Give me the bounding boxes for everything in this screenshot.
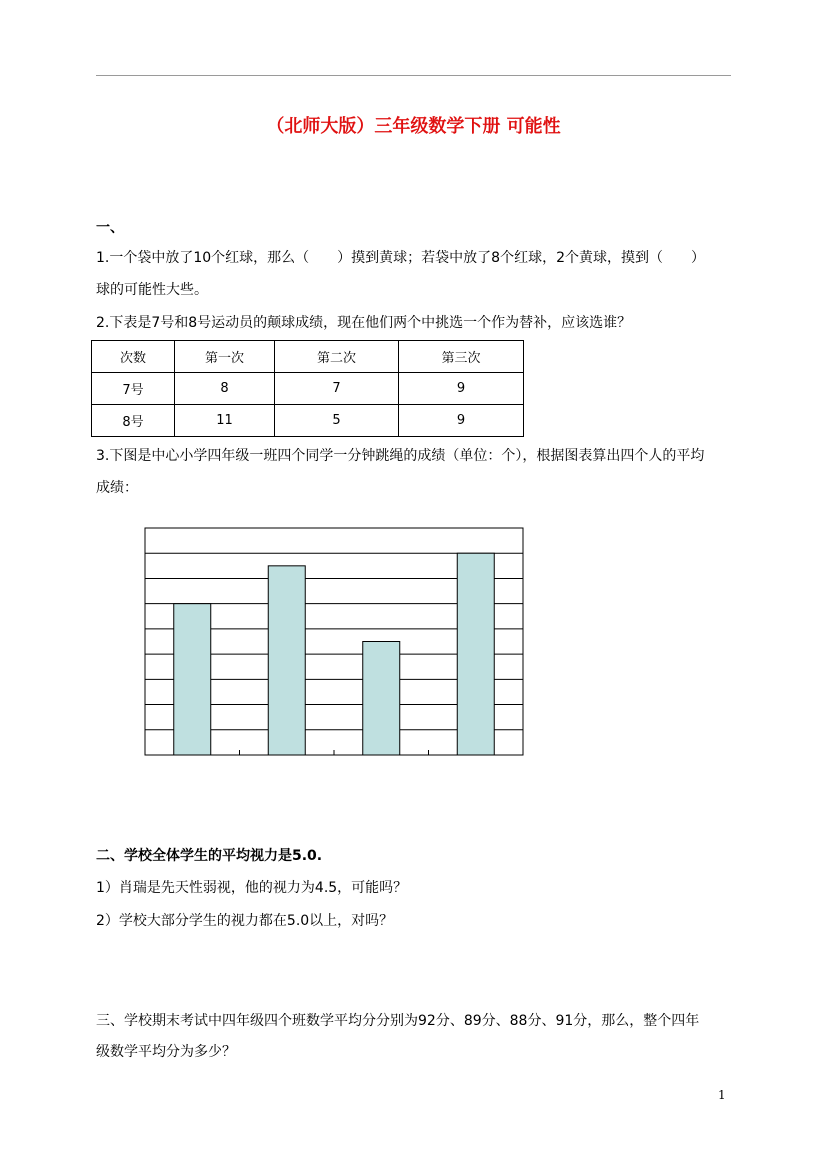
- question1-line1: 1.一个袋中放了10个红球，那么（ ）摸到黄球；若袋中放了8个红球，2个黄球，摸到（ ）: [96, 250, 705, 266]
- section1-heading: 一、: [96, 220, 124, 236]
- bar: [457, 553, 494, 755]
- section3-line2: 级数学平均分为多少？: [96, 1044, 236, 1060]
- section2-heading: 二、学校全体学生的平均视力是5.0.: [96, 848, 323, 864]
- table-cell: 8: [175, 373, 275, 405]
- table-cell: 7号: [92, 373, 175, 405]
- table-header-cell: 第二次: [275, 341, 399, 373]
- page-number: 1: [718, 1088, 726, 1102]
- page-title: （北师大版）三年级数学下册 可能性: [266, 116, 561, 137]
- section3-line1: 三、学校期末考试中四年级四个班数学平均分分别为92分、89分、88分、91分，那么，整个四年: [96, 1013, 700, 1029]
- table-cell: 5: [275, 405, 399, 437]
- table-cell: 8号: [92, 405, 175, 437]
- table-cell: 7: [275, 373, 399, 405]
- bar: [363, 642, 400, 756]
- bar: [174, 604, 211, 755]
- table-cell: 9: [399, 373, 524, 405]
- section2-question2: 2）学校大部分学生的视力都在5.0以上，对吗？: [96, 913, 394, 929]
- question3-line2: 成绩：: [96, 480, 138, 496]
- table-header-cell: 第三次: [399, 341, 524, 373]
- question1-line2: 球的可能性大些。: [96, 282, 208, 298]
- question2-text: 2.下表是7号和8号运动员的颠球成绩，现在他们两个中挑选一个作为替补，应该选谁？: [96, 315, 632, 331]
- section2-question1: 1）肖瑞是先天性弱视，他的视力为4.5，可能吗？: [96, 880, 408, 896]
- table-header-cell: 第一次: [175, 341, 275, 373]
- question3-line1: 3.下图是中心小学四年级一班四个同学一分钟跳绳的成绩（单位：个），根据图表算出四个人的平均: [96, 448, 705, 464]
- table-cell: 9: [399, 405, 524, 437]
- bar: [268, 566, 305, 755]
- table-header-cell: 次数: [92, 341, 175, 373]
- table-cell: 11: [175, 405, 275, 437]
